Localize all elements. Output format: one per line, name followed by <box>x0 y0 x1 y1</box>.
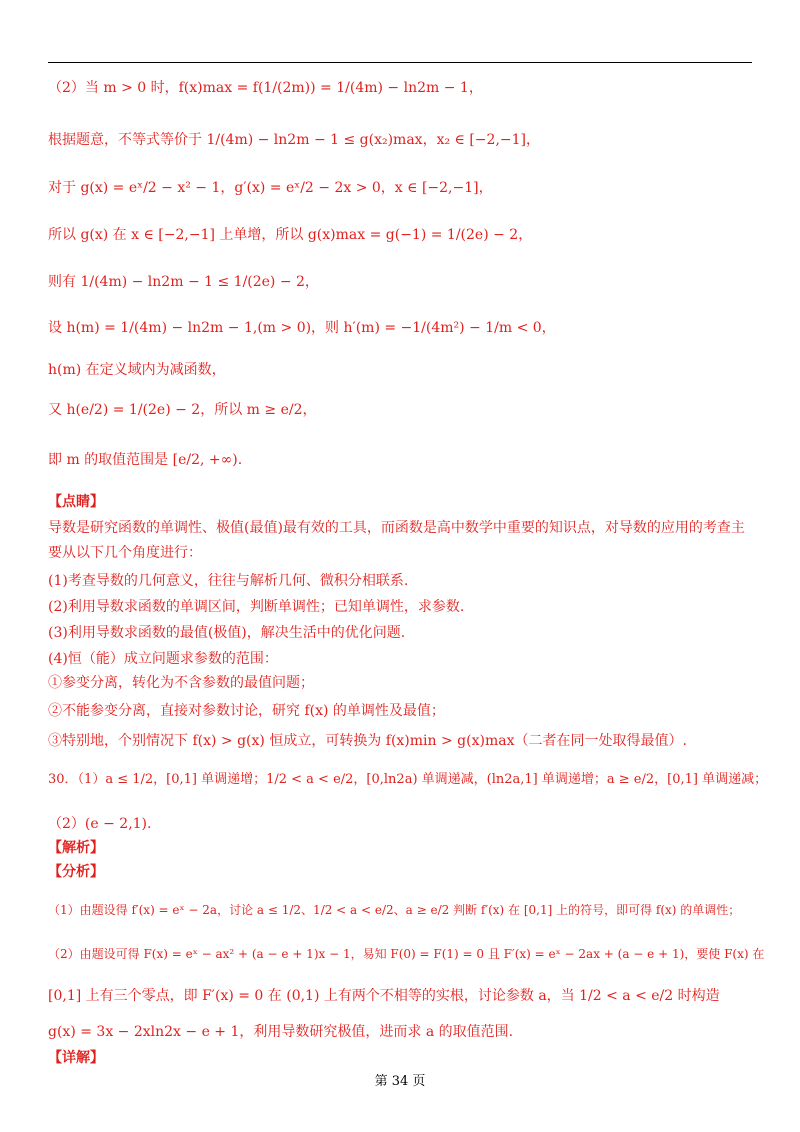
text-line: [0,1] 上有三个零点，即 F′(x) = 0 在 (0,1) 上有两个不相等的实根，讨论参数 a，当 1/2 < a < e/2 时构造 <box>48 988 720 1004</box>
text-line: (1)考查导数的几何意义，往往与解析几何、微积分相联系. <box>48 573 409 589</box>
text-line: 则有 1/(4m) − ln2m − 1 ≤ 1/(2e) − 2， <box>48 274 319 290</box>
text-line: （1）由题设得 f′(x) = eˣ − 2a，讨论 a ≤ 1/2、1/2 < a < e/2、a ≥ e/2 判断 f′(x) 在 [0,1] 上的符号，即可得 f(x) 的单调性； <box>48 903 741 917</box>
text-line: 对于 g(x) = eˣ/2 − x² − 1，g′(x) = eˣ/2 − 2x > 0，x ∈ [−2,−1]， <box>48 180 493 196</box>
text-line: 导数是研究函数的单调性、极值(最值)最有效的工具，而函数是高中数学中重要的知识点，对导数的应用的考查主 <box>48 520 745 536</box>
text-line: （2）当 m > 0 时，f(x)max = f(1/(2m)) = 1/(4m) − ln2m − 1， <box>48 80 483 96</box>
text-line: （2）(e − 2,1). <box>48 816 152 832</box>
text-line: (2)利用导数求函数的单调区间，判断单调性；已知单调性，求参数. <box>48 599 465 615</box>
text-line: ②不能参变分离，直接对参数讨论，研究 f(x) 的单调性及最值； <box>48 703 445 719</box>
text-line: 【详解】 <box>48 1050 104 1066</box>
header-rule <box>48 62 752 63</box>
text-line: （2）由题设可得 F(x) = eˣ − ax² + (a − e + 1)x − 1，易知 F(0) = F(1) = 0 且 F′(x) = eˣ − 2ax + (a − e + 1)，要使 F(x) 在 <box>48 947 765 961</box>
text-line: ③特别地，个别情况下 f(x) > g(x) 恒成立，可转换为 f(x)min > g(x)max（二者在同一处取得最值）. <box>48 733 687 749</box>
text-line: 【点睛】 <box>48 494 104 510</box>
text-line: 所以 g(x) 在 x ∈ [−2,−1] 上单增，所以 g(x)max = g(−1) = 1/(2e) − 2， <box>48 227 533 243</box>
text-line: (3)利用导数求函数的最值(极值)，解决生活中的优化问题. <box>48 625 406 641</box>
text-line: 又 h(e/2) = 1/(2e) − 2，所以 m ≥ e/2， <box>48 402 317 418</box>
text-line: 30．（1）a ≤ 1/2，[0,1] 单调递增；1/2 < a < e/2，[0,ln2a) 单调递减，(ln2a,1] 单调递增；a ≥ e/2，[0,1] 单调递减； <box>48 772 768 787</box>
text-line: 要从以下几个角度进行： <box>48 545 202 561</box>
text-line: ①参变分离，转化为不含参数的最值问题； <box>48 675 314 691</box>
text-line: 【分析】 <box>48 864 104 880</box>
text-line: 即 m 的取值范围是 [e/2, +∞). <box>48 452 243 468</box>
text-line: h(m) 在定义域内为减函数， <box>48 362 226 378</box>
text-line: 根据题意，不等式等价于 1/(4m) − ln2m − 1 ≤ g(x₂)max，x₂ ∈ [−2,−1]， <box>48 132 540 148</box>
text-line: 【解析】 <box>48 840 104 856</box>
text-line: 设 h(m) = 1/(4m) − ln2m − 1,(m > 0)，则 h′(m) = −1/(4m²) − 1/m < 0， <box>48 320 556 336</box>
text-line: (4)恒（能）成立问题求参数的范围： <box>48 651 278 667</box>
page-number: 第 34 页 <box>374 1074 426 1089</box>
text-line: g(x) = 3x − 2xln2x − e + 1，利用导数研究极值，进而求 a 的取值范围. <box>48 1024 514 1040</box>
